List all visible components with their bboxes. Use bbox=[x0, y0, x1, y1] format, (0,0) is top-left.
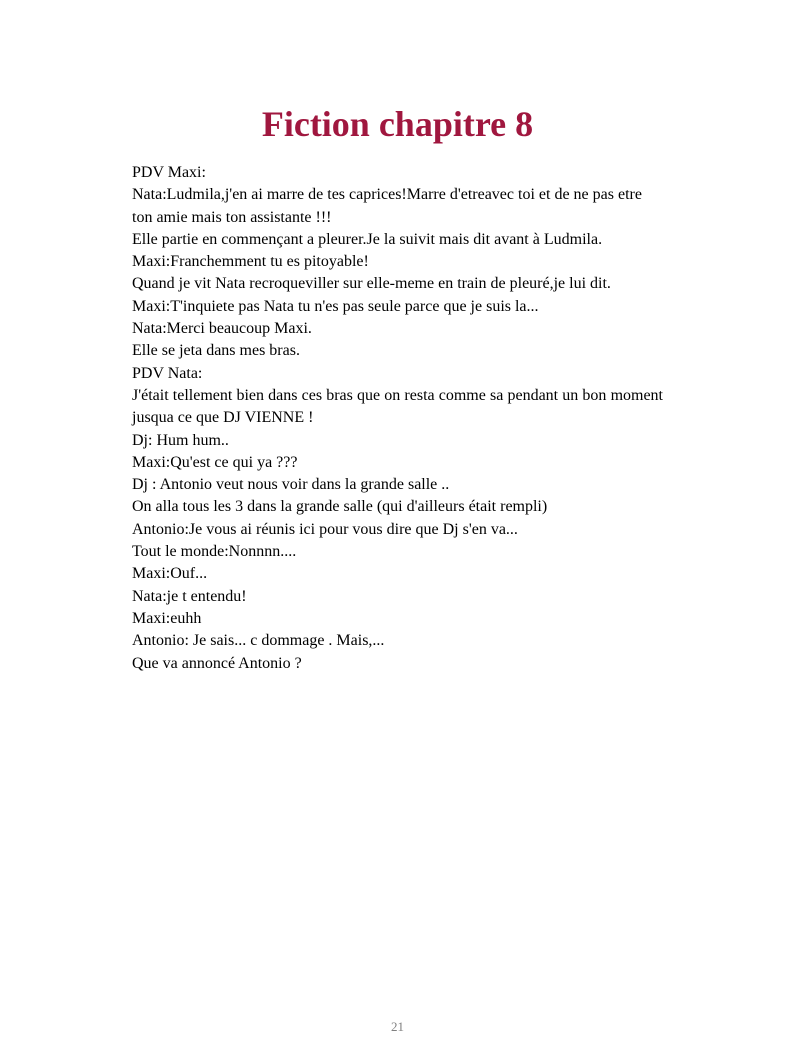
text-line: Maxi:euhh bbox=[132, 609, 202, 627]
text-line: Elle se jeta dans mes bras. bbox=[132, 342, 300, 360]
text-line: Dj : Antonio veut nous voir dans la grande salle .. bbox=[132, 476, 450, 494]
text-line: Nata:je t entendu! bbox=[132, 587, 247, 605]
text-line: PDV Nata: bbox=[132, 364, 203, 382]
text-line: Maxi:Qu'est ce qui ya ??? bbox=[132, 453, 298, 471]
story-text bbox=[132, 162, 663, 675]
text-line: Dj: Hum hum.. bbox=[132, 431, 229, 449]
text-line: Maxi:Ouf... bbox=[132, 565, 208, 583]
text-line: Nata:Ludmila,j'en ai marre de tes caprices!Marre d'etreavec toi et de ne pas etre ton amie mais ton assistante !!! bbox=[132, 186, 642, 226]
text-line: Antonio: Je sais... c dommage . Mais,... bbox=[132, 632, 385, 650]
text-line: Maxi:Franchemment tu es pitoyable! bbox=[132, 253, 369, 271]
text-line: Tout le monde:Nonnnn.... bbox=[132, 543, 297, 561]
text-line: J'était tellement bien dans ces bras que on resta comme sa pendant un bon moment jusqua ce que DJ VIENNE ! bbox=[132, 386, 663, 427]
text-line: Maxi:T'inquiete pas Nata tu n'es pas seule parce que je suis la... bbox=[132, 297, 539, 315]
text-line: Nata:Merci beaucoup Maxi. bbox=[132, 320, 312, 338]
text-line: Quand je vit Nata recroqueviller sur elle-meme en train de pleuré,je lui dit. bbox=[132, 275, 611, 293]
page-title: Fiction chapitre 8 bbox=[261, 104, 534, 144]
text-line: Que va annoncé Antonio ? bbox=[132, 654, 302, 672]
page-number: 21 bbox=[391, 1019, 404, 1034]
text-line: PDV Maxi: bbox=[132, 164, 206, 181]
text-line: Antonio:Je vous ai réunis ici pour vous dire que Dj s'en va... bbox=[132, 520, 518, 538]
text-line: On alla tous les 3 dans la grande salle (qui d'ailleurs était rempli) bbox=[132, 498, 548, 516]
text-line: Elle partie en commençant a pleurer.Je la suivit mais dit avant à Ludmila. bbox=[132, 230, 603, 248]
